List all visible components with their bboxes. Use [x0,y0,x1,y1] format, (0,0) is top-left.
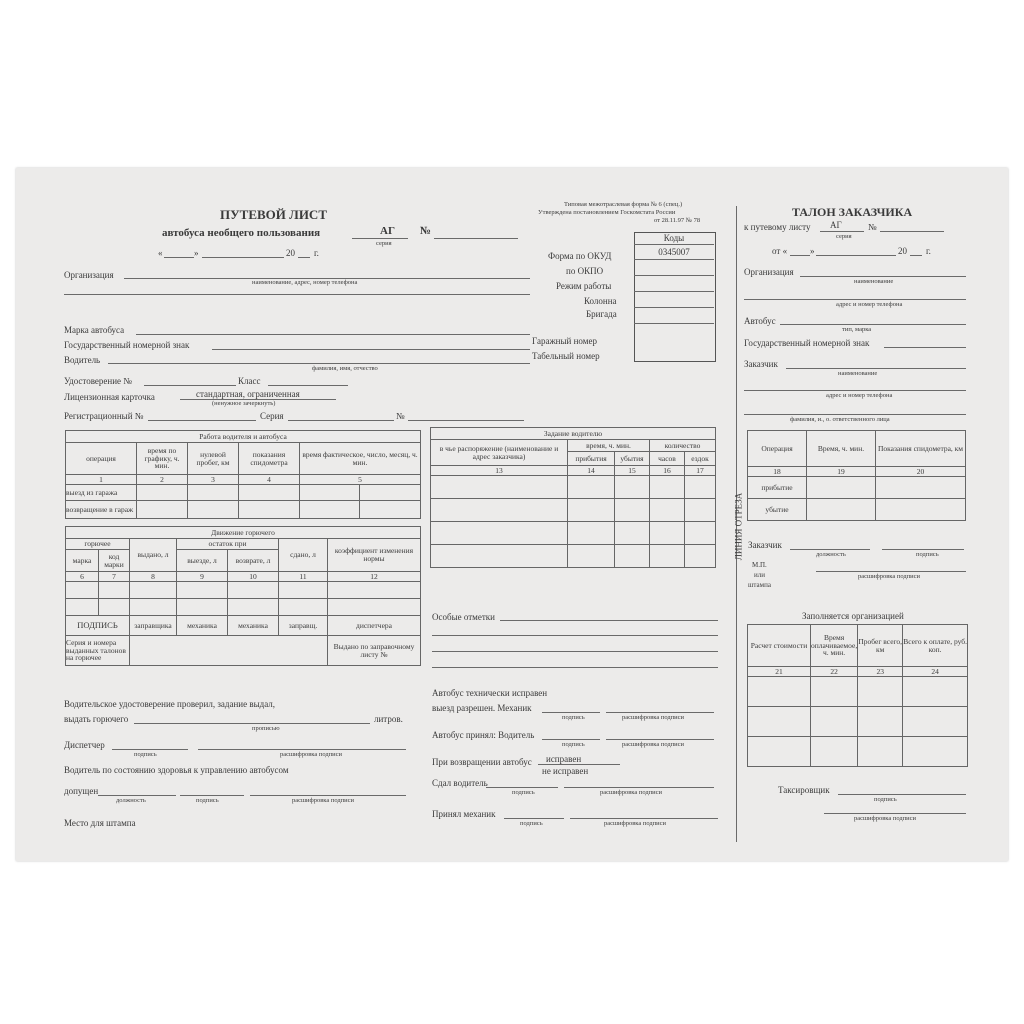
table-header-cell: 17 [685,466,716,476]
table-cell[interactable] [177,582,228,599]
date-month-field[interactable] [202,257,284,258]
form-title: ПУТЕВОЙ ЛИСТ [220,207,327,222]
form-label: г. [926,246,931,256]
table-cell[interactable] [807,477,876,499]
coupon-time-table [747,430,966,521]
table-header-cell: часов [650,452,685,466]
table-cell[interactable] [431,476,568,499]
coupon-plate-field[interactable] [884,347,966,348]
table-cell[interactable] [300,501,360,519]
dispatcher-sign-field[interactable] [112,749,188,750]
table-cell[interactable] [66,582,99,599]
form-label: М.П. [752,561,767,569]
dispatcher-name-field[interactable] [198,749,406,750]
fuel-table [65,526,421,666]
table-cell[interactable] [431,499,568,522]
table-cell[interactable] [903,737,968,767]
table-header-cell: механика [228,616,279,636]
form-label: Диспетчер [64,740,105,750]
form-label: Автобус [744,316,776,326]
form-label: стандартная, ограниченная [196,389,300,399]
table-cell[interactable] [328,582,421,599]
table-header-cell: Время оплачиваемое, ч. мин. [811,625,858,667]
table-cell[interactable] [685,545,716,568]
table-cell[interactable] [858,707,903,737]
table-cell[interactable] [903,707,968,737]
table-header-cell: 24 [903,667,968,677]
form-label: Автобус технически исправен [432,688,548,698]
form-label: « [158,248,163,258]
cut-line-label: ЛИНИЯ ОТРЕЗА [733,492,744,561]
table-header-cell: Всего к оплате, руб. коп. [903,625,968,667]
form-label: Режим работы [556,281,612,291]
form-label: подпись [874,796,897,803]
table-cell[interactable] [568,499,615,522]
form-label: расшифровка подписи [292,797,355,804]
table-cell[interactable] [650,499,685,522]
driver-sign-field[interactable] [542,739,600,740]
table-cell[interactable] [876,499,966,521]
table-cell[interactable] [615,499,650,522]
form-label: Колонна [584,296,617,306]
reg-number-field[interactable] [148,420,256,421]
table-header-cell: Пробег всего, км [858,625,903,667]
form-label: Удостоверение № [64,376,132,386]
table-cell[interactable] [360,485,421,501]
form-label: Коды [663,233,685,243]
task-table [430,427,716,568]
mechanic-name-field[interactable] [606,712,714,713]
handed-name-field[interactable] [564,787,714,788]
form-label: должность [816,551,846,558]
form-label: по ОКПО [566,266,604,276]
table-cell[interactable] [650,476,685,499]
table-header-cell: количество [650,440,716,452]
table-cell[interactable] [650,545,685,568]
table-header-cell: код марки [99,550,130,572]
form-label: не исправен [542,766,589,776]
table-header-cell: прибытия [568,452,615,466]
rule-line [352,238,408,239]
table-cell[interactable] [130,599,177,616]
form-label: должность [116,797,146,804]
form-label: Бригада [586,309,617,319]
form-label: 20 [286,248,295,258]
work-table [65,430,421,519]
coupon-cust-name-field[interactable] [816,571,966,572]
table-header-cell: Время, ч. мин. [807,431,876,467]
coupon-cust-position-field[interactable] [790,549,870,550]
rule-line [64,294,530,295]
table-cell[interactable] [188,501,239,519]
table-header-cell: 12 [328,572,421,582]
form-label: наименование [854,278,894,285]
form-label: подпись [562,741,585,748]
rule-line [634,307,714,308]
form-label: Утверждена постановлением Госкомстата России [538,209,676,216]
table-header-cell: Расчет стоимости [748,625,811,667]
table-header-cell: Задание водителю [431,428,716,440]
form-label: подпись [562,714,585,721]
form-label: Водитель [64,355,101,365]
form-label: подпись [134,751,157,758]
table-cell[interactable] [685,499,716,522]
table-cell[interactable] [807,499,876,521]
form-label: (ненужное зачеркнуть) [212,400,276,407]
table-header-cell: марка [66,550,99,572]
table-header-cell: нулевой пробег, км [188,443,239,475]
table-cell[interactable] [650,522,685,545]
table-header-cell: 22 [811,667,858,677]
table-header-cell: 6 [66,572,99,582]
rule-line [634,291,714,292]
bus-brand-field[interactable] [136,334,530,335]
table-header-cell: Движение горючего [66,527,421,539]
table-header-cell: 11 [279,572,328,582]
table-cell[interactable] [137,501,188,519]
table-header-cell: выезде, л [177,550,228,572]
table-header-cell: 14 [568,466,615,476]
table-header-cell: 21 [748,667,811,677]
rule-line [744,299,966,300]
table-cell[interactable] [328,599,421,616]
form-label: от « [772,246,788,256]
license-field[interactable] [144,385,236,386]
form-label: Заполняется организацией [802,611,904,621]
form-label: 20 [898,246,907,256]
form-label: Регистрационный № [64,411,144,421]
form-label: фамилия, имя, отчество [312,365,378,372]
form-label: расшифровка подписи [604,820,667,827]
coupon-org-field[interactable] [800,276,966,277]
table-header-cell: 18 [748,467,807,477]
table-cell[interactable] [685,522,716,545]
form-label: подпись [916,551,939,558]
table-cell[interactable] [228,599,279,616]
table-header-cell: время, ч. мин. [568,440,650,452]
form-label: выезд разрешен. Механик [432,703,532,713]
driver-field[interactable] [108,363,530,364]
table-header-cell: время по графику, ч. мин. [137,443,188,475]
table-header-cell: убытия [615,452,650,466]
table-cell[interactable] [811,737,858,767]
table-cell[interactable] [239,485,300,501]
form-label: » [810,246,815,256]
rule-line [634,244,714,245]
table-cell[interactable] [748,707,811,737]
table-header-cell: сдано, л [279,539,328,572]
taxi-sign-field[interactable] [838,794,966,795]
form-label: Заказчик [748,540,782,550]
table-cell[interactable] [568,476,615,499]
table-cell[interactable] [615,476,650,499]
form-label: Сдал водитель [432,778,488,788]
coupon-cost-table [747,624,968,767]
table-cell[interactable] [568,522,615,545]
medic-sign-field[interactable] [180,795,244,796]
table-header-cell: убытие [748,499,807,521]
table-header-cell: диспетчера [328,616,421,636]
table-header-cell: выезд из гаража [66,485,137,501]
date-day-field[interactable] [164,257,194,258]
table-header-cell: остаток при [177,539,279,550]
rule-line [432,667,718,668]
table-header-cell: время фактическое, число, месяц, ч. мин. [300,443,421,475]
rule-line [820,231,864,232]
form-label: Форма по ОКУД [548,251,612,261]
form-label: № [396,411,405,421]
taxi-name-field[interactable] [824,813,966,814]
table-header-cell: Серия и номера выданных талонов на горючее [66,636,130,666]
coupon-cust-sign-field[interactable] [882,549,964,550]
rule-line [744,414,966,415]
table-header-cell: в чье распоряжение (наименование и адрес заказчика) [431,440,568,466]
fuel-amount-field[interactable] [134,723,370,724]
table-header-cell: 3 [188,475,239,485]
rule-line [432,651,718,652]
table-cell[interactable] [177,599,228,616]
form-label: Таксировщик [778,785,830,795]
rule-line [538,764,620,765]
table-cell[interactable] [858,737,903,767]
form-label: расшифровка подписи [854,815,917,822]
table-cell[interactable] [228,582,279,599]
form-label: Государственный номерной знак [744,338,870,348]
table-cell[interactable] [903,677,968,707]
table-header-cell: 1 [66,475,137,485]
table-header-cell: 9 [177,572,228,582]
table-cell[interactable] [876,477,966,499]
table-cell[interactable] [279,582,328,599]
medic-position-field[interactable] [98,795,176,796]
form-label: № [868,222,877,232]
table-header-cell: заправщика [130,616,177,636]
form-subtitle: автобуса необщего пользования [162,227,321,239]
handed-sign-field[interactable] [486,787,558,788]
rule-line [816,255,896,256]
table-header-cell: 4 [239,475,300,485]
table-cell[interactable] [300,485,360,501]
table-header-cell: 19 [807,467,876,477]
table-header-cell: 15 [615,466,650,476]
form-label: Место для штампа [64,818,136,828]
form-label: Типовая межотраслевая форма № 6 (спец.) [564,201,683,208]
form-label: штампа [748,581,771,589]
waybill-number-field[interactable] [434,238,518,239]
form-label: Особые отметки [432,612,495,622]
form-label: наименование [838,370,878,377]
mechanic-sign-field[interactable] [542,712,600,713]
table-header-cell: операция [66,443,137,475]
form-label: наименование, адрес, номер телефона [252,279,358,286]
form-label: При возвращении автобус [432,757,532,767]
table-cell[interactable] [615,522,650,545]
form-label: подпись [196,797,219,804]
form-label: серия [836,233,852,240]
table-header-cell: 16 [650,466,685,476]
form-label: или [754,571,765,579]
form-label: Водитель по состоянию здоровья к управлению автобусом [64,765,289,775]
table-header-cell: 5 [300,475,421,485]
form-label: Лицензионная карточка [64,392,155,402]
table-cell[interactable] [858,677,903,707]
table-header-cell: 20 [876,467,966,477]
table-header-cell: Выдано по заправочному листу № [328,636,421,666]
form-label: выдать горючего [64,714,129,724]
form-label: г. [314,248,319,258]
table-cell[interactable] [130,636,328,666]
form-label: тип, марка [842,326,872,333]
plate-field[interactable] [212,349,530,350]
form-label: Класс [238,376,261,386]
table-header-cell: 23 [858,667,903,677]
table-header-cell: возвращение в гараж [66,501,137,519]
table-cell[interactable] [685,476,716,499]
form-label: адрес и номер телефона [836,301,903,308]
table-cell[interactable] [279,599,328,616]
table-cell[interactable] [130,582,177,599]
table-header-cell: механика [177,616,228,636]
table-header-cell: заправщ. [279,616,328,636]
table-header-cell: прибытие [748,477,807,499]
table-cell[interactable] [811,707,858,737]
table-header-cell: 7 [99,572,130,582]
table-header-cell: Работа водителя и автобуса [66,431,421,443]
form-label: к путевому листу [744,222,811,232]
rule-line [634,323,714,324]
table-cell[interactable] [431,545,568,568]
form-label: от 28.11.97 № 78 [654,217,701,224]
form-label: исправен [546,754,582,764]
table-header-cell: выдано, л [130,539,177,572]
form-label: прописью [252,725,280,732]
okud-code: 0345007 [658,247,690,257]
table-cell[interactable] [811,677,858,707]
form-label: » [194,248,199,258]
series-value: АГ [380,225,395,237]
form-label: допущен [64,786,99,796]
reg-num-field[interactable] [408,420,524,421]
rule-line [744,390,966,391]
number-sign: № [420,225,432,237]
driver-name-field[interactable] [606,739,714,740]
coupon-customer-field[interactable] [786,368,966,369]
table-header-cell: возврате, л [228,550,279,572]
table-cell[interactable] [99,582,130,599]
table-cell[interactable] [615,545,650,568]
table-header-cell: коэффициент изменения нормы [328,539,421,572]
form-label: серия [376,240,392,247]
rule-line [298,257,310,258]
rule-line [432,635,718,636]
form-label: Принял механик [432,809,496,819]
license-class-field[interactable] [268,385,348,386]
form-label: расшифровка подписи [858,573,921,580]
table-cell[interactable] [137,485,188,501]
waybill-sheet [16,168,1008,861]
coupon-bus-field[interactable] [780,324,966,325]
form-label: АГ [830,220,842,230]
table-cell[interactable] [99,599,130,616]
form-label: фамилия, и., о. ответственного лица [790,416,890,423]
coupon-title: ТАЛОН ЗАКАЗЧИКА [792,205,913,219]
rule-line [634,259,714,260]
notes-field[interactable] [500,620,718,621]
rule-line [910,255,922,256]
table-header-cell: Показания спидометра, км [876,431,966,467]
form-label: Табельный номер [532,351,600,361]
table-header-cell: ездок [685,452,716,466]
org-label: Организация [64,270,114,280]
form-label: расшифровка подписи [622,714,685,721]
table-cell[interactable] [360,501,421,519]
form-label: Серия [260,411,284,421]
form-label: Водительское удостоверение проверил, задание выдал, [64,699,276,709]
table-header-cell: 10 [228,572,279,582]
table-header-cell: Операция [748,431,807,467]
form-label: расшифровка подписи [600,789,663,796]
table-cell[interactable] [431,522,568,545]
table-cell[interactable] [748,677,811,707]
table-cell[interactable] [748,737,811,767]
coupon-number-field[interactable] [880,231,944,232]
rule-line [634,275,714,276]
form-label: расшифровка подписи [280,751,343,758]
form-label: адрес и номер телефона [826,392,893,399]
form-label: подпись [512,789,535,796]
table-header-cell: ПОДПИСЬ [66,616,130,636]
table-cell[interactable] [66,599,99,616]
table-header-cell: 2 [137,475,188,485]
reg-series-field[interactable] [288,420,394,421]
form-label: Заказчик [744,359,778,369]
rule-line [790,255,810,256]
form-label: Государственный номерной знак [64,340,190,350]
form-label: Организация [744,267,794,277]
table-header-cell: 13 [431,466,568,476]
accept-mech-sign-field[interactable] [504,818,564,819]
table-header-cell: 8 [130,572,177,582]
table-header-cell: горючее [66,539,130,550]
form-label: литров. [374,714,403,724]
form-label: расшифровка подписи [622,741,685,748]
medic-name-field[interactable] [250,795,406,796]
table-header-cell: показания спидометра [239,443,300,475]
form-label: подпись [520,820,543,827]
table-cell[interactable] [239,501,300,519]
form-label: Марка автобуса [64,325,125,335]
accept-mech-name-field[interactable] [570,818,718,819]
table-cell[interactable] [568,545,615,568]
form-label: Гаражный номер [532,336,597,346]
form-label: Автобус принял: Водитель [432,730,535,740]
table-cell[interactable] [188,485,239,501]
